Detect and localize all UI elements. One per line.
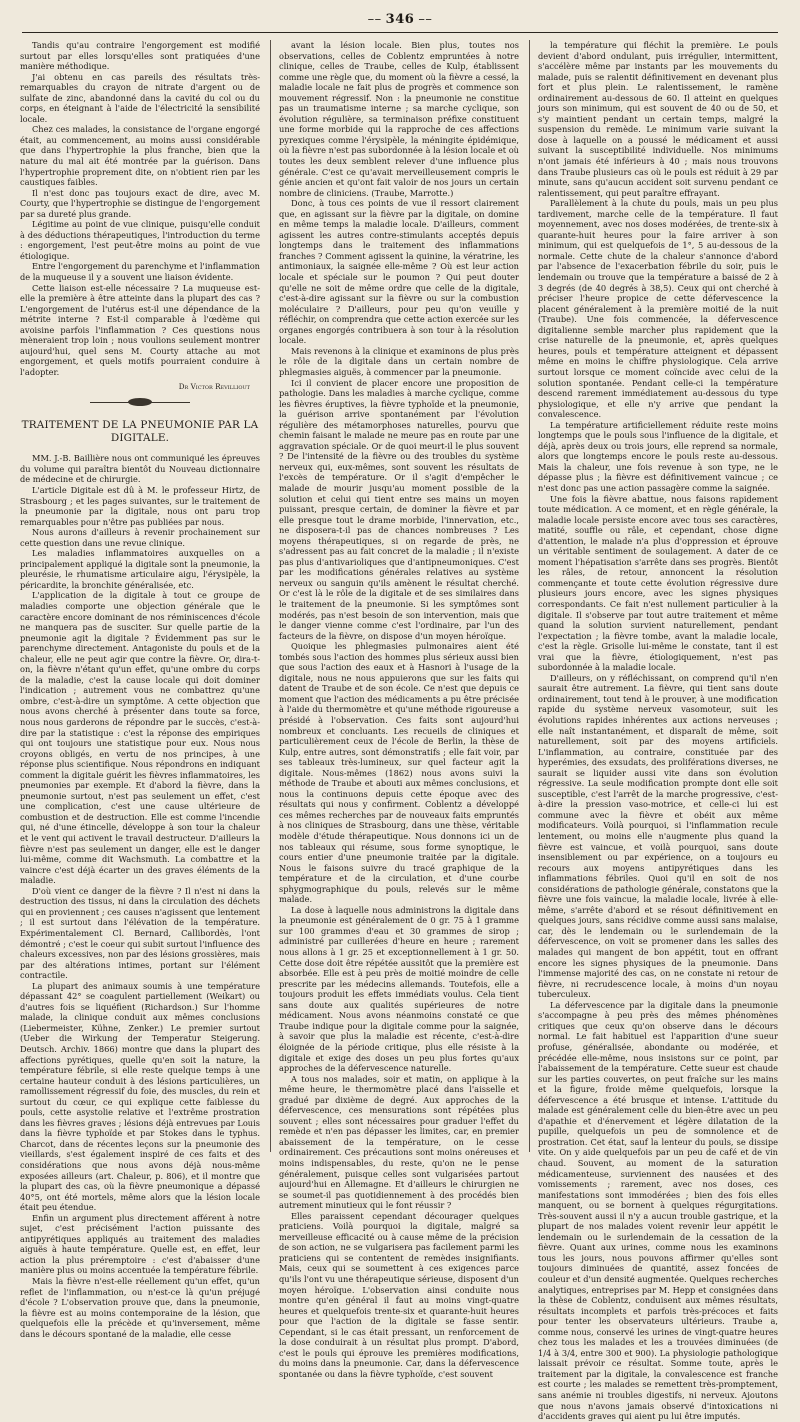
section-divider-ornament	[20, 397, 260, 407]
column-divider	[529, 40, 530, 1152]
paragraph: Il n'est donc pas toujours exact de dire, avec M. Courty, que l'hypertrophie se distingue de l'engorgement par sa dureté plus grande.	[20, 187, 260, 219]
paragraph: Chez ces malades, la consistance de l'organe engorgé était, au commencement, au moins aussi considérable que dans l'hypertrophie la plus franche, bien que la nature du mal ait été montrée par la guérison. Dans l'hypertrophie proprement dite, on n'obtient rien par les caustiques faibles.	[20, 124, 260, 188]
article-title: TRAITEMENT DE LA PNEUMONIE PAR LA DIGITALE.	[21, 418, 259, 445]
paragraph: La température artificiellement réduite reste moins longtemps que le pouls sous l'influence de la digitale, et déjà, après deux ou trois jours, elle reprend sa normale, alors que longtemps encore le pouls reste au-dessous. Mais la chaleur, une fois revenue à son type, ne le dépasse plus ; la fièvre est définitivement vaincue ; ce n'est donc pas une action passagère comme la saignée.	[538, 419, 778, 493]
paragraph: La défervescence par la digitale dans la pneumonie s'accompagne à peu près des mêmes phénomènes critiques que ceux qu'on observe dans le décours normal. Le fait habituel est l'apparition d'une sueur profuse, généralisée, abondante ou modérée, et précédée elle-même, nous insistons sur ce point, par l'abaissement de la température. Cette sueur est chaude sur les parties couvertes, on peut fraîche sur les mains et la figure, froide même quelquefois, lorsque la défervescence a été brusque et intense. L'attitude du malade est généralement celle du bien-être avec un peu d'apathie et d'énervement et légère dilatation de la pupille, quelquefois un peu de somnolence et de prostration. Cet état, sauf la lenteur du pouls, se dissipe vite. On y aide quelquefois par un peu de café et de vin chaud. Souvent, au moment de la saturation médicamenteuse, surviennent des nausées et des vomissements ; rarement, avec nos doses, ces manifestations sont immodérées ; bien des fois elles manquent, ou se bornent à quelques régurgitations. Très-souvent aussi il n'y a aucun trouble gastrique, et la plupart de nos malades voient revenir leur appétit le lendemain ou le surlendemain de la cessation de la fièvre. Quant aux urines, comme nous les examinons tous les jours, nous pouvons affirmer qu'elles sont toujours diminuées de quantité, assez foncées de couleur et d'un densité augmentée. Quelques recherches analytiques, entreprises par M. Hepp et consignées dans la thèse de Coblentz, conduisent aux mêmes résultats, résultats incomplets et parfois très-précoces et faits pour tenter les observateurs ultérieurs. Traube a, comme nous, conservé les urines de vingt-quatre heures chez tous les malades et les a trouvées diminuées (de 1/4 à 3/4, entre 300 et 900). La physiologie pathologique laissait prévoir ce résultat. Somme toute, après le traitement par la digitale, la convalescence est franche est courte ; les malades se remettent très-promptement, sans anémie ni troubles digestifs, ni nerveux. Ajoutons que nous n'avons jamais observé d'intoxications ni d'accidents graves qui aient pu lui être imputés.	[538, 999, 778, 1422]
paragraph: Les maladies inflammatoires auxquelles on a principalement appliqué la digitale sont la pneumonie, la pleurésie, le rhumatisme articulaire aigu, l'érysipèle, la péricardite, la bronchite généralisée, etc.	[20, 548, 260, 590]
paragraph: MM. J.-B. Baillière nous ont communiqué les épreuves du volume qui paraîtra bientôt du Nouveau dictionnaire de médecine et de chirurgie.	[20, 453, 260, 485]
paragraph: Mais revenons à la clinique et examinons de plus près le rôle de la digitale dans un certain nombre de phlegmasies aiguës, à commencer par la pneumonie.	[279, 345, 519, 377]
paragraph: avant la lésion locale. Bien plus, toutes nos observations, celles de Coblentz empruntées à notre clinique, celles de Traube, celles de Kulp, établissent comme une règle que, du moment où la fièvre a cessé, la maladie locale ne fait plus de progrès et commence son mouvement régressif. Non : la pneumonie ne constitue pas un traumatisme interne ; sa marche cyclique, son évolution régulière, sa terminaison préfixe constituent une forme morbide qui la rapproche de ces affections pyrexiques comme l'érysipèle, la méningite épidémique, où la fièvre n'est pas subordonnée à la lésion locale et où toutes les deux semblent relever d'une influence plus générale. C'est ce qu'avait merveilleusement compris le génie ancien et qu'ont fait valoir de nos jours un certain nombre de cliniciens. (Traube, Marrotte.)	[279, 40, 519, 198]
paragraph: Donc, à tous ces points de vue il ressort clairement que, en agissant sur la fièvre par la digitale, on domine en même temps la maladie locale. D'ailleurs, comment agissent les autres contre-stimulants acceptés depuis longtemps dans le traitement des inflammations franches ? Comment agissent la quinine, la vératrine, les antimoniaux, la saignée elle-même ? Où est leur action locale et spéciale sur le poumon ? Qui peut douter qu'elle ne soit de même ordre que celle de la digitale, c'est-à-dire agissant sur la fièvre ou sur la combustion moléculaire ? D'ailleurs, pour peu qu'on veuille y réfléchir, on comprendra que cette action exercée sur les organes engorgés contribuera à son tour à la résolution locale.	[279, 198, 519, 346]
column-divider	[270, 40, 271, 1152]
article-text-start	[20, 453, 260, 1339]
header-rule	[22, 32, 778, 33]
paragraph: L'application de la digitale à tout ce groupe de maladies comporte une objection générale que le caractère encore dominant de nos réminiscences d'école ne manquera pas de susciter. Sur quelle partie de la pneumonie agit la digitale ? Évidemment pas sur le parenchyme directement. Antagoniste du pouls et de la chaleur, elle ne peut agir que contre la fièvre. Or, dira-t-on, la fièvre n'étant qu'un effet, qu'une ombre du corps de la maladie, c'est la cause locale qui doit dominer l'indication ; autrement vous ne combattrez qu'une ombre, c'est-à-dire un symptôme. A cette objection que nous avons cherché à présenter dans toute sa force, nous nous garderons de répondre par le succès, c'est-à-dire par la statistique : c'est la réponse des empiriques qui ont toujours une statistique pour eux. Nous nous croyons obligés, en vertu de nos principes, à une réponse plus scientifique. Nous répondrons en indiquant comment la digitale guérit les fièvres inflammatoires, les pneumonies par exemple. Et d'abord la fièvre, dans la pneumonie surtout, n'est pas seulement un effet, c'est une complication, c'est une cause ultérieure de combustion et de destruction. Elle est comme l'incendie qui, né d'une étincelle, développe à son tour la chaleur et le vent qui activent le travail destructeur. D'ailleurs la fièvre n'est pas seulement un danger, elle est le danger lui-même, comme dit Wachsmuth. La combattre et la vaincre c'est déjà écarter un des graves éléments de la maladie.	[20, 590, 260, 886]
paragraph: La dose à laquelle nous administrons la digitale dans la pneumonie est généralement de 0 gr. 75 à 1 gramme sur 100 grammes d'eau et 30 grammes de sirop ; administré par cuillerées d'heure en heure ; rarement nous allons à 1 gr. 25 et exceptionnellement à 1 gr. 50. Cette dose doit être répétée aussitôt que la première est absorbée. Elle est à peu près de moitié moindre de celle prescrite par les médecins allemands. Toutefois, elle a toujours produit les effets immédiats voulus. Cela tient sans doute aux qualités supérieures de notre médicament. Nous avons néanmoins constaté ce que Traube indique pour la digitale comme pour la saignée, à savoir que plus la maladie est récente, c'est-à-dire éloignée de la période critique, plus elle résiste à la digitale et exige des doses un peu plus fortes qu'aux approches de la défervescence naturelle.	[279, 904, 519, 1074]
column-1	[20, 40, 260, 1339]
paragraph: Mais la fièvre n'est-elle réellement qu'un effet, qu'un reflet de l'inflammation, ou n'est-ce là qu'un préjugé d'école ? L'observation prouve que, dans la pneumonie, la fièvre est au moins contemporaine de la lésion, que quelquefois elle la précède et qu'inversement, même dans le décours spontané de la maladie, elle cesse	[20, 1276, 260, 1339]
paragraph: Enfin un argument plus directement afférent à notre sujet, c'est précisément l'action puissante des antipyrétiques appliqués au traitement des maladies aiguës à haute température. Quelle est, en effet, leur action la plus préremptoire : c'est d'abaisser d'une manière plus ou moins accentuée la température fébrile.	[20, 1212, 260, 1276]
column-3	[538, 40, 778, 1422]
paragraph: la température qui fléchit la première. Le pouls devient d'abord ondulant, puis irrégulier, intermittent, s'accélère même par instants par les mouvements du malade, puis se ralentit définitivement en devenant plus fort et plus plein. Le ralentissement, le ramène ordinairement au-dessous de 60. Il atteint en quelques jours son minimum, qui est souvent de 40 ou de 50, et s'y maintient pendant un certain temps, malgré la suspension du remède. Le minimum varie suivant la dose à laquelle on a poussé le médicament et aussi suivant la susceptibilité individuelle. Nos minimums n'ont jamais été inférieurs à 40 ; mais nous trouvons dans Traube plusieurs cas où le pouls est réduit à 29 par minute, sans qu'aucun accident soit survenu pendant ce ralentissement, qui peut paraître effrayant.	[538, 40, 778, 198]
paragraph: Légitime au point de vue clinique, puisqu'elle conduit à des déductions thérapeutiques, l'introduction du terme : engorgement, l'est peut-être moins au point de vue étiologique.	[20, 219, 260, 261]
paragraph: D'ailleurs, on y réfléchissant, on comprend qu'il n'en saurait être autrement. La fièvre, qui tient sans doute ordinairement, tout tend à le prouver, à une modification rapide du système nerveux vasomoteur, suit les évolutions rapides inhérentes aux actions nerveuses ; elle naît instantanément, et disparaît de même, soit naturellement, soit par des moyens artificiels. L'inflammation, au contraire, constituée par des hyperémies, des exsudats, des proliférations diverses, ne saurait se liquider aussi vite dans son évolution régressive. La seule modification prompte dont elle soit susceptible, c'est l'arrêt de la marche progressive, c'est-à-dire la pression vaso-motrice, et celle-ci lui est commune avec la fièvre et obéit aux même modificateurs. Voilà pourquoi, si l'inflammation recule lentement, ou moins elle n'augmente plus quand la fièvre est vaincue, et voilà pourquoi, sans doute insensiblement ou par expérience, on a toujours eu recours aux moyens antipyrétiques dans les inflammations fébriles. Quoi qu'il en soit de nos considérations de pathologie générale, constatons que la fièvre une fois vaincue, la maladie locale, livrée à elle-même, s'arrête d'abord et se résout définitivement en quelques jours, sans récidive comme aussi sans malaise, car, dès le lendemain ou le surlendemain de la défervescence, on voit se promener dans les salles des malades qui mangent de bon appétit, tout en offrant encore les signes physiques de la pneumonie. Dans l'immense majorité des cas, on ne constate ni retour de fièvre, ni recrudescence locale, à moins d'un noyau tuberculeux.	[538, 672, 778, 1000]
page-number: –– 346 ––	[364, 12, 437, 27]
paragraph: Ici il convient de placer encore une proposition de pathologie. Dans les maladies à marche cyclique, comme les fièvres éruptives, la fièvre typhoïde et la pneumonie, la guérison arrive spontanément par l'évolution régulière des métamorphoses naturelles, pourvu que chemin faisant le malade ne meure pas en route par une aggravation spéciale. Or de quoi meurt-il le plus souvent ? De l'intensité de la fièvre ou des troubles du système nerveux qui, eux-mêmes, sont souvent les résultats de l'excès de température. Or il s'agit d'empêcher le malade de mourir jusqu'au moment possible de la solution et celui qui tient entre ses mains un moyen puissant, presque certain, de dominer la fièvre et par elle presque tout le drame morbide, l'innervation, etc., ne disposera-t-il pas de chances nombreuses ? Les moyens thérapeutiques, si on regarde de près, ne s'adressent pas au fait concret de la maladie ; il n'existe pas plus d'antivarioliques que d'antipneumoniques. C'est par les modifications générales relatives au système nerveux ou sanguin qu'ils amènent le résultat cherché. Or c'est là le rôle de la digitale et de ses similaires dans le traitement de la pneumonie. Si les symptômes sont modérés, pas n'est besoin de son intervention, mais que le danger vienne comme c'est l'ordinaire, par l'un des facteurs de la fièvre, on dispose d'un moyen héroïque.	[279, 377, 519, 641]
ornament-icon	[128, 398, 152, 406]
paragraph: J'ai obtenu en cas pareils des résultats très-remarquables du crayon de nitrate d'argent ou de sulfate de zinc, abandonné dans la cavité du col ou du corps, en éteignant à l'aide de l'électricité la sensibilité locale.	[20, 71, 260, 124]
previous-article-text	[20, 40, 260, 378]
paragraph: Tandis qu'au contraire l'engorgement est modifié surtout par elles lorsqu'elles sont pratiquées d'une manière méthodique.	[20, 40, 260, 72]
paragraph: Cette liaison est-elle nécessaire ? La muqueuse est-elle la première à être atteinte dans la plupart des cas ? L'engorgement de l'utérus est-il une dépendance de la métrite interne ? Est-il comparable à l'œdème qui avoisine parfois l'inflammation ? Ces questions nous mèneraient trop loin ; nous voulions seulement montrer aujourd'hui, quel sens M. Courty attache au mot engorgement, et quels motifs pourraient conduire à l'adopter.	[20, 282, 260, 377]
paragraph: Une fois la fièvre abattue, nous faisons rapidement toute médication. A ce moment, et en règle générale, la maladie locale persiste encore avec tous ses caractères, matité, souffle ou râle, et cependant, chose digne d'attention, le malade n'a plus d'oppression et éprouve un véritable sentiment de soulagement. A dater de ce moment l'hépatisation s'arrête dans ses progrès. Bientôt les râles, de retour, annoncent la résolution commençante et toute cette évolution régressive dure plusieurs jours encore, avec les signes physiques correspondants. Ce fait n'est nullement particulier à la digitale. Il s'observe par tout autre traitement et même quand la solution survient naturellement, pendant l'expectation ; la fièvre tombe, avant la maladie locale, c'est la règle. Grisolle lui-même le constate, tant il est vrai que la fièvre, étiologiquement, n'est pas subordonnée à la maladie locale.	[538, 493, 778, 673]
paragraph: D'où vient ce danger de la fièvre ? Il n'est ni dans la destruction des tissus, ni dans la circulation des déchets qui en proviennent ; ces causes n'agissent que lentement ; il est surtout dans l'élévation de la température. Expérimentalement Cl. Bernard, Callibordès, l'ont démontré ; c'est le coeur qui subit surtout l'influence des chaleurs excessives, non par des lésions grossières, mais par des altérations intimes, portant sur l'élément contractile.	[20, 885, 260, 981]
page-header	[0, 8, 800, 30]
paragraph: Elles paraissent cependant décourager quelques praticiens. Voilà pourquoi la digitale, malgré sa merveilleuse efficacité ou à cause même de la précision de son action, ne se vulgarisera pas facilement parmi les praticiens qui se contentent de remèdes insignifiants. Mais, ceux qui se soumettent à ces exigences parce qu'ils l'ont vu une thérapeutique sérieuse, disposent d'un moyen héroïque. L'observation ainsi conduite nous montre qu'en général il faut au moins vingt-quatre heures et quelquefois trente-six et quarante-huit heures pour que l'action de la digitale se fasse sentir. Cependant, si le cas était pressant, un renforcement de la dose conduirait à un résultat plus prompt. D'abord, c'est le pouls qui éprouve les premières modifications, du moins dans la pneumonie. Car, dans la défervescence spontanée ou dans la fièvre typhoïde, c'est souvent	[279, 1210, 519, 1379]
column-2	[279, 40, 519, 1379]
author-signature: Dr Victor Revilliout	[178, 381, 250, 391]
paragraph: Nous aurons d'ailleurs à revenir prochainement sur cette question dans une revue clinique.	[20, 527, 260, 548]
paragraph: A tous nos malades, soir et matin, on applique à la même heure, le thermomètre placé dans l'aisselle et gradué par dixième de degré. Aux approches de la défervescence, ces mensurations sont répétées plus souvent ; elles sont nécessaires pour graduer l'effet du remède et n'en pas dépasser les limites, car, en premier abaissement de la température, on le cesse ordinairement. Ces précautions sont moins onéreuses et moins indispensables, du reste, qu'on ne le pense généralement, puisque celles sont vulgarisées partout aujourd'hui en Allemagne. Et d'ailleurs le chirurgien ne se soumet-il pas quotidiennement à des procédés bien autrement minutieux qui le font réussir ?	[279, 1073, 519, 1211]
paragraph: L'article Digitale est dû à M. le professeur Hirtz, de Strasbourg ; et les pages suivantes, sur le traitement de la pneumonie par la digitale, nous ont paru trop remarquables pour n'être pas publiées par nous.	[20, 484, 260, 527]
paragraph: Entre l'engorgement du parenchyme et l'inflammation de la muqueuse il y a souvent une liaison évidente.	[20, 261, 260, 283]
paragraph: La plupart des animaux soumis à une température dépassant 42° se coagulent partiellement (Weikart) ou d'autres fois se liquéfient (Richardson.) Sur l'homme malade, la clinique conduit aux mêmes conclusions (Liebermeister, Kühne, Zenker.) Le premier surtout (Ueber die Wirkung der Temperatur Steigerung. Deutsch. Archiv. 1866) montre que dans la plupart des affections pyrétiques, quelle qu'en soit la nature, la température fébrile, si elle reste quelque temps à une certaine hauteur conduit à des lésions particulières, un ramollissement régressif du foie, des muscles, du rein et surtout du cœur, ce qui explique cette faiblesse du pouls, cette asystolie relative et l'extrême prostration dans les fièvres graves ; lésions déjà entrevues par Louis dans la fièvre typhoïde et par Stokes dans le typhus. Charcot, dans de récentes leçons sur la pneumonie des vieillards, s'est également inspiré de ces faits et des considérations que nous avons déjà nous-même exposées ailleurs (art. Chaleur, p. 806), et il montre que la plupart des cas, où la fièvre pneumonique a dépassé 40°5, ont été mortels, même alors que la lésion locale était peu étendue.	[20, 980, 260, 1213]
paragraph: Parallèlement à la chute du pouls, mais un peu plus tardivement, marche celle de la température. Il faut moyennement, avec nos doses modérées, de trente-six à quarante-huit heures pour la faire arriver à son minimum, qui est quelquefois de 1°, 5 au-dessous de la normale. Cette chute de la chaleur s'annonce d'abord par l'absence de l'exacerbation fébrile du soir, puis le lendemain ou trouve que la température a baissé de 2 à 3 degrés (de 40 degrés à 38,5). Ceux qui ont cherché à préciser l'heure propice de cette défervescence la placent généralement à la première moitié de la nuit (Traube). Une fois commencée, la défervescence digitalienne semble marcher plus rapidement que la crise naturelle de la pneumonie, et, après quelques heures, pouls et température atteignent et dépassent même en moins le chiffre physiologique. Cela arrive surtout lorsque ce moment coïncide avec celui de la solution spontanée. Pendant celle-ci la température descend rarement immédiatement au-dessous du type physiologique, et elle n'y arrive que pendant la convalescence.	[538, 198, 778, 420]
paragraph: Quoique les phlegmasies pulmonaires aient été tombés sous l'action des hommes plus sérieux aussi bien que sous l'action des eaux et à Hasnori à l'usage de la digitale, nous ne nous appuierons que sur les faits qui datent de Traube et de son école. Ce n'est que depuis ce moment que l'action des médicaments a pu être précisée à l'aide du thermomètre et qu'une méthode rigoureuse a présidé à l'observation. Ces faits sont aujourd'hui nombreux et concluants. Les recueils de cliniques et particulièrement ceux de l'école de Berlin, la thèse de Kulp, entre autres, sont démonstratifs ; elle fait voir, par ses tableaux très-lumineux, sur quel facteur agit la digitale. Nous-mêmes (1862) nous avons suivi la méthode de Traube et abouti aux mêmes conclusions, et nous la continuons depuis cette époque avec des résultats qui nous y confirment. Coblentz a développé ces mêmes recherches par de nouveaux faits empruntés à nos cliniques de Strasbourg, dans une thèse, véritable modèle d'étude thérapeutique. Nous donnons ici un de nos tableaux qui résume, sous forme synoptique, le cours entier d'une pneumonie traitée par la digitale. Nous le faisons suivre du tracé graphique de la température et de la circulation, et d'une courbe sphygmographique du pouls, relevés sur le même malade.	[279, 641, 519, 905]
